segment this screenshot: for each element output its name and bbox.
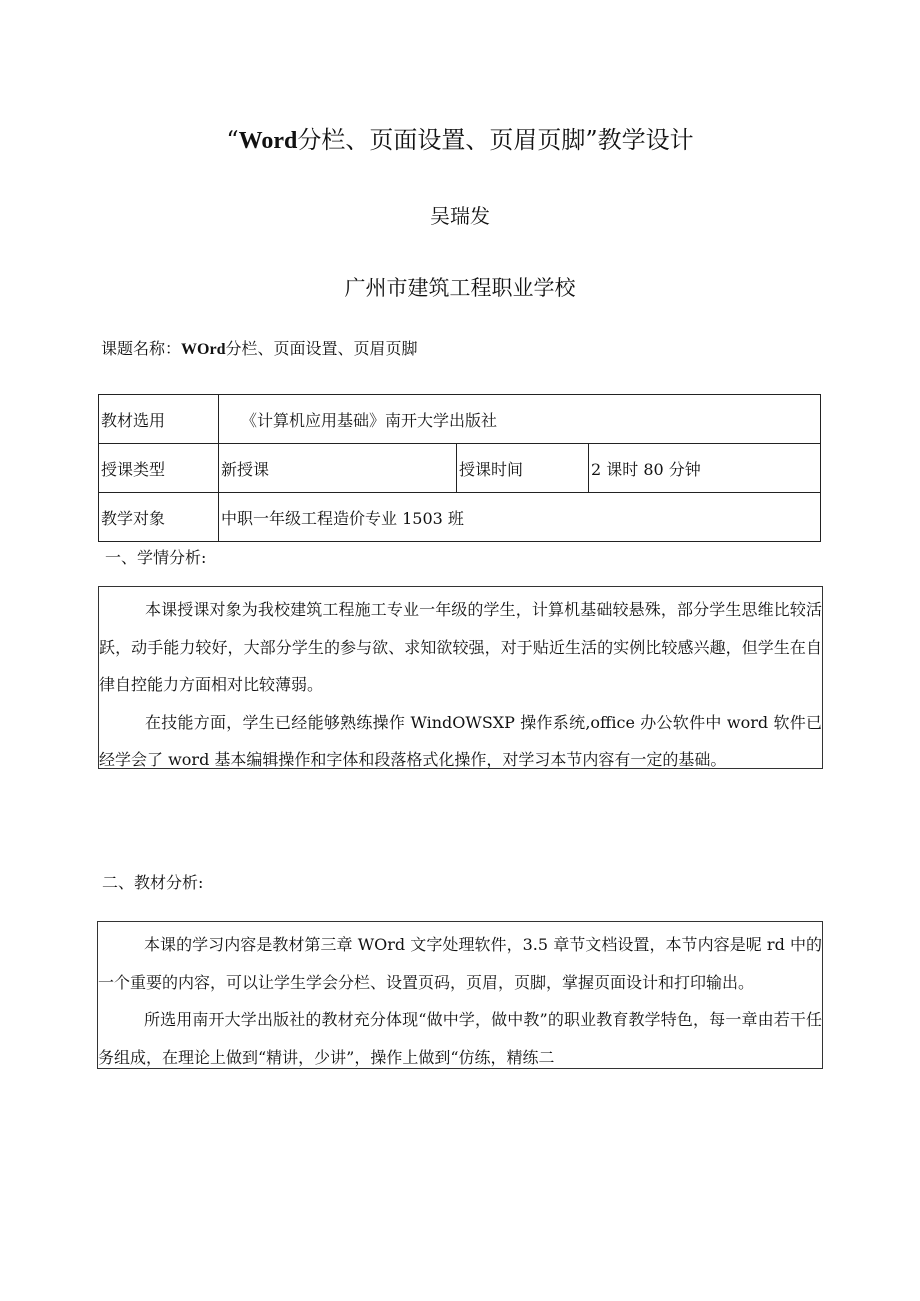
time-value-cell: 2 课时 80 分钟 [589,444,821,493]
time-label-cell: 授课时间 [457,444,589,493]
topic-label: 课题名称： [101,339,182,358]
title-word: Word [238,128,298,154]
author-name: 吴瑞发 [430,204,490,228]
title-rest: 分栏、页面设置、页眉页脚”教学设计 [297,126,694,154]
table-row [99,493,821,542]
type-label-cell: 授课类型 [99,444,219,493]
document-title [0,120,920,155]
topic-line [101,336,417,359]
course-info-table [98,394,821,542]
learner-analysis-paragraph: 在技能方面，学生已经能够熟练操作 WindOWSXP 操作系统,office 办公软件中 word 软件已经学会了 word 基本编辑操作和字体和段落格式化操作，对学习本节内容有一定的基础。 [99,712,822,769]
learner-analysis-paragraph: 本课授课对象为我校建筑工程施工专业一年级的学生，计算机基础较悬殊，部分学生思维比较活跃，动手能力较好，大部分学生的参与欲、求知欲较强，对于贴近生活的实例比较感兴趣，但学生在自律自控能力方面相对比较薄弱。 [99,600,822,694]
textbook-value-cell: 《计算机应用基础》南开大学出版社 [219,395,821,444]
textbook-analysis-heading: 二、教材分析: [102,873,204,892]
textbook-analysis-paragraph: 本课的学习内容是教材第三章 WOrd 文字处理软件，3.5 章节文档设置，本节内容是呢 rd 中的一个重要的内容，可以让学生学会分栏、设置页码，页眉，页脚，掌握页面设计和打印输出。 [98,935,822,992]
school-name: 广州市建筑工程职业学校 [344,276,576,300]
topic-rest: 分栏、页面设置、页眉页脚 [225,339,418,358]
title-open-quote: “ [226,126,239,154]
table-row [99,395,821,444]
type-value-cell: 新授课 [219,444,457,493]
textbook-label-cell: 教材选用 [99,395,219,444]
learner-analysis-heading: 一、学情分析: [105,548,207,567]
table-row [99,444,821,493]
target-label-cell: 教学对象 [99,493,219,542]
target-value-cell: 中职一年级工程造价专业 1503 班 [219,493,821,542]
learner-analysis-box [98,586,823,769]
textbook-analysis-paragraph: 所选用南开大学出版社的教材充分体现“做中学，做中教”的职业教育教学特色，每一章由若干任务组成，在理论上做到“精讲，少讲”，操作上做到“仿练，精练二 [98,1010,822,1067]
topic-word: WOrd [181,341,226,358]
textbook-analysis-box [97,921,823,1069]
